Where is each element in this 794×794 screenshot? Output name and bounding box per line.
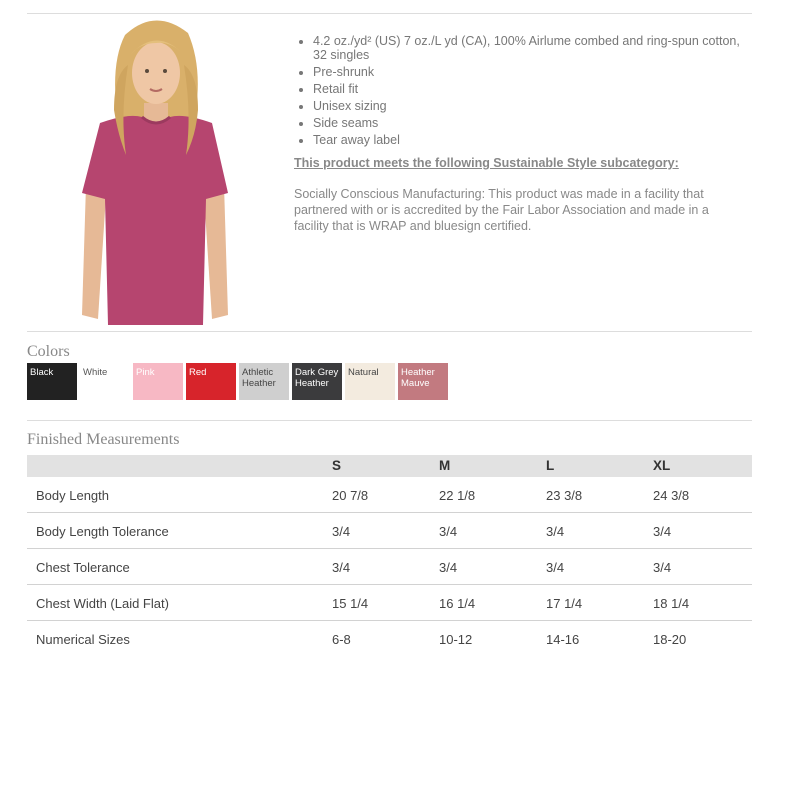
- table-cell: 3/4: [332, 560, 351, 575]
- table-cell: 3/4: [653, 560, 672, 575]
- feature-item: • Side seams: [313, 116, 753, 130]
- table-row: [27, 585, 752, 621]
- swatch-label: Black: [30, 367, 54, 378]
- feature-item: • Pre-shrunk: [313, 65, 753, 79]
- sustainable-description: Socially Conscious Manufacturing: This product was made in a facility that partnered with or is accredited by the Fair Labor Association and made in a facility that is WRAP and bluesign certified.: [294, 187, 709, 233]
- measurements-table: [27, 455, 752, 656]
- table-cell: 15 1/4: [332, 596, 369, 611]
- table-cell: 14-16: [546, 632, 580, 647]
- table-row: [27, 549, 752, 585]
- table-cell: 17 1/4: [546, 596, 583, 611]
- swatch-label: Pink: [136, 367, 155, 378]
- swatch-label: White: [83, 367, 108, 378]
- color-swatch[interactable]: [292, 363, 342, 400]
- feature-item: • 4.2 oz./yd² (US) 7 oz./L yd (CA), 100% Airlume combed and ring-spun cotton, 32 singles: [313, 34, 753, 62]
- swatch-label: Heather Mauve: [401, 367, 435, 389]
- color-swatch[interactable]: [80, 363, 130, 400]
- table-row: [27, 621, 752, 656]
- table-cell: 3/4: [439, 524, 458, 539]
- feature-item: • Tear away label: [313, 133, 753, 147]
- feature-item: • Retail fit: [313, 82, 753, 96]
- row-label: Chest Width (Laid Flat): [36, 596, 169, 611]
- table-cell: 3/4: [546, 560, 565, 575]
- color-swatch[interactable]: [133, 363, 183, 400]
- row-label: Body Length Tolerance: [36, 524, 169, 539]
- color-swatch[interactable]: [345, 363, 395, 400]
- table-cell: 3/4: [439, 560, 458, 575]
- row-label: Numerical Sizes: [36, 632, 130, 647]
- table-cell: 10-12: [439, 632, 473, 647]
- measurements-heading: Finished Measurements: [27, 431, 180, 448]
- swatch-label: Dark Grey Heather: [295, 367, 339, 389]
- color-swatch-list: [27, 363, 448, 400]
- divider: [27, 420, 752, 421]
- header-cell: L: [546, 458, 555, 473]
- table-cell: 16 1/4: [439, 596, 476, 611]
- table-row: [27, 513, 752, 549]
- table-cell: 6-8: [332, 632, 351, 647]
- header-cell: S: [332, 458, 342, 473]
- color-swatch[interactable]: [186, 363, 236, 400]
- color-swatch[interactable]: [398, 363, 448, 400]
- swatch-label: Natural: [348, 367, 379, 378]
- table-row: [27, 477, 752, 513]
- row-label: Chest Tolerance: [36, 560, 130, 575]
- color-swatch[interactable]: [239, 363, 289, 400]
- sustainable-heading: This product meets the following Sustainable Style subcategory:: [294, 156, 679, 170]
- header-cell: M: [439, 458, 451, 473]
- feature-list: [294, 34, 753, 150]
- color-swatch[interactable]: [27, 363, 77, 400]
- table-cell: 3/4: [653, 524, 672, 539]
- table-cell: 18 1/4: [653, 596, 690, 611]
- table-cell: 20 7/8: [332, 488, 369, 503]
- header-cell: XL: [653, 458, 671, 473]
- swatch-label: Athletic Heather: [242, 367, 276, 389]
- feature-item: • Unisex sizing: [313, 99, 753, 113]
- table-cell: 23 3/8: [546, 488, 583, 503]
- swatch-label: Red: [189, 367, 207, 378]
- row-label: Body Length: [36, 488, 110, 503]
- table-header: [27, 455, 752, 477]
- table-cell: 22 1/8: [439, 488, 476, 503]
- table-cell: 24 3/8: [653, 488, 690, 503]
- product-photo: [70, 15, 240, 327]
- table-cell: 3/4: [546, 524, 565, 539]
- table-cell: 3/4: [332, 524, 351, 539]
- top-divider: [27, 13, 752, 14]
- colors-heading: Colors: [27, 343, 70, 360]
- divider: [27, 331, 752, 332]
- table-cell: 18-20: [653, 632, 687, 647]
